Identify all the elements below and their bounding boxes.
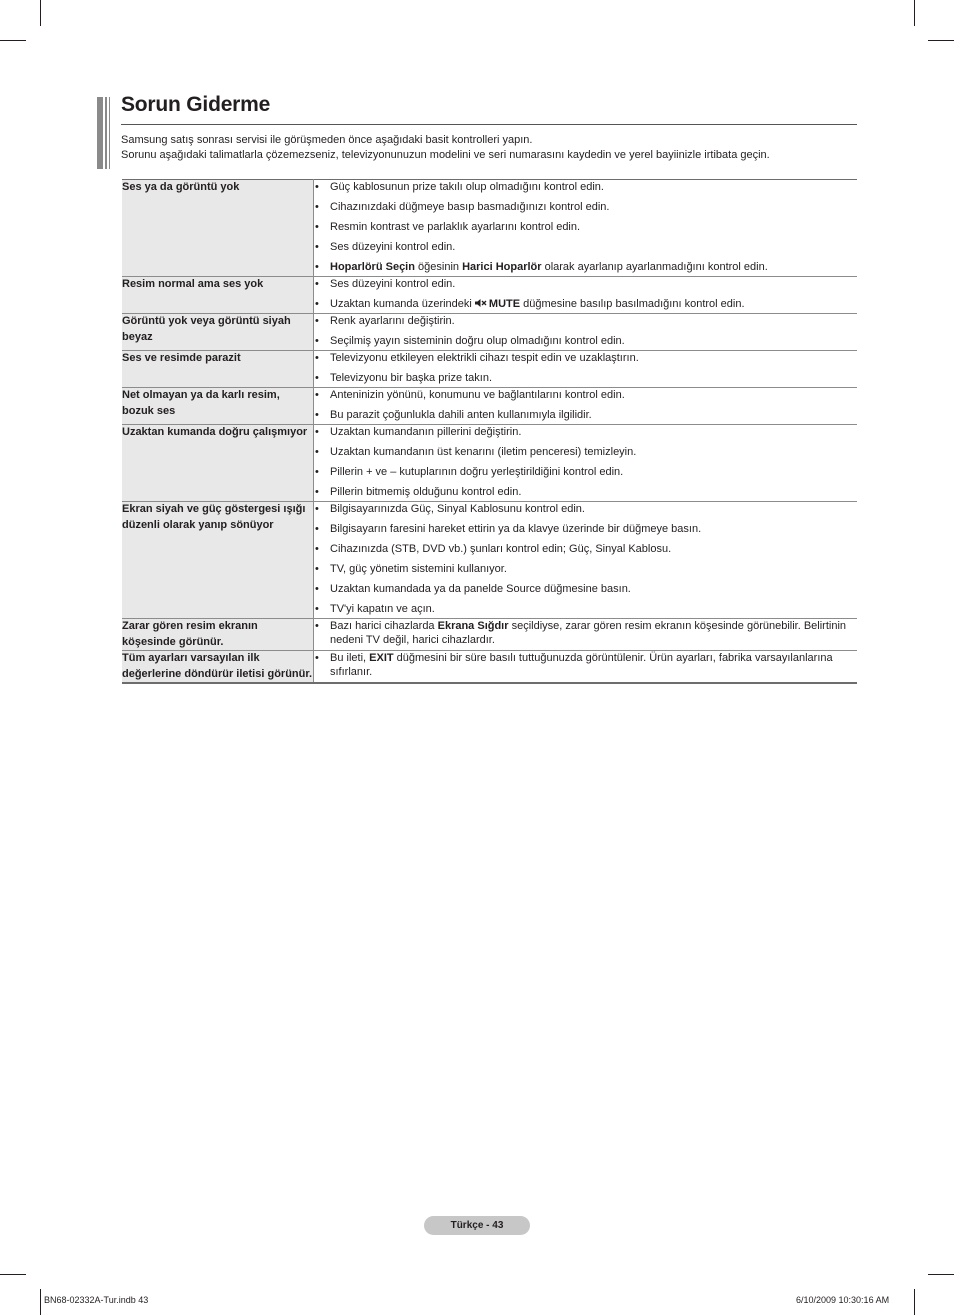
crop-mark [40, 1289, 41, 1315]
solution-text: Bu parazit çoğunlukla dahili anten kullanımıyla ilgilidir. [330, 409, 592, 421]
solution-cell [314, 314, 858, 351]
solution-item [314, 180, 857, 194]
problem-cell: Net olmayan ya da karlı resim, bozuk ses [122, 388, 314, 425]
solution-cell [314, 388, 858, 425]
title-decoration [97, 97, 111, 169]
solution-text: düğmesini bir süre basılı tuttuğunuzda görüntülenir. Ürün ayarları, fabrika varsayılanlarına sıfırlanır. [330, 652, 833, 678]
solution-item [314, 334, 857, 348]
solution-text: Uzaktan kumandanın pillerini değiştirin. [330, 426, 522, 438]
solution-list [314, 351, 857, 385]
solution-item [314, 408, 857, 422]
solution-text: seçildiyse, zarar gören resim ekranın köşesinde görünebilir. Belirtinin nedeni TV değil, harici cihazlardır. [330, 620, 847, 646]
solution-text: Bu ileti, [330, 652, 370, 664]
mute-icon [475, 298, 487, 308]
page-title: Sorun Giderme [121, 93, 271, 116]
table-row [122, 619, 857, 651]
solution-item [314, 542, 857, 556]
table-row [122, 180, 857, 277]
solution-text: Pillerin + ve – kutuplarının doğru yerleştirildiğini kontrol edin. [330, 466, 624, 478]
solution-text: Pillerin bitmemiş olduğunu kontrol edin. [330, 486, 522, 498]
solution-text: Ses düzeyini kontrol edin. [330, 278, 456, 290]
solution-item [314, 602, 857, 616]
solution-list [314, 314, 857, 348]
table-row [122, 425, 857, 502]
solution-text: Uzaktan kumanda üzerindeki [330, 298, 475, 310]
solution-item [314, 651, 857, 679]
solution-text: Bilgisayarınızda Güç, Sinyal Kablosunu kontrol edin. [330, 503, 585, 515]
problem-cell: Zarar gören resim ekranın köşesinde görünür. [122, 619, 314, 651]
solution-item [314, 485, 857, 499]
problem-cell: Resim normal ama ses yok [122, 277, 314, 314]
solution-cell [314, 425, 858, 502]
problem-cell: Uzaktan kumanda doğru çalışmıyor [122, 425, 314, 502]
solution-item [314, 277, 857, 291]
solution-text: TV, güç yönetim sistemini kullanıyor. [330, 563, 507, 575]
crop-mark [0, 40, 26, 41]
table-row [122, 314, 857, 351]
solution-list [314, 502, 857, 616]
solution-text: Televizyonu etkileyen elektrikli cihazı tespit edin ve uzaklaştırın. [330, 352, 639, 364]
crop-mark [914, 1289, 915, 1315]
problem-cell: Tüm ayarları varsayılan ilk değerlerine döndürür iletisi görünür. [122, 651, 314, 684]
problem-cell: Ses ve resimde parazit [122, 351, 314, 388]
solution-list [314, 425, 857, 499]
solution-text: Uzaktan kumandanın üst kenarını (iletim penceresi) temizleyin. [330, 446, 637, 458]
solution-text: Cihazınızda (STB, DVD vb.) şunları kontrol edin; Güç, Sinyal Kablosu. [330, 543, 672, 555]
solution-text: Seçilmiş yayın sisteminin doğru olup olmadığını kontrol edin. [330, 335, 625, 347]
emphasis-text: Harici Hoparlör [462, 261, 542, 273]
solution-cell [314, 351, 858, 388]
solution-list [314, 619, 857, 647]
solution-item [314, 388, 857, 402]
solution-cell [314, 277, 858, 314]
table-row [122, 502, 857, 619]
intro-line: Sorunu aşağıdaki talimatlarla çözemezseniz, televizyonunuzun modelini ve seri numarasını kaydedin ve yerel bayiinizle irtibata geçin. [121, 149, 770, 161]
solution-cell [314, 502, 858, 619]
solution-text: Bazı harici cihazlarda [330, 620, 438, 632]
solution-text: Ses düzeyini kontrol edin. [330, 241, 456, 253]
solution-list [314, 388, 857, 422]
solution-item [314, 314, 857, 328]
problem-cell: Görüntü yok veya görüntü siyah beyaz [122, 314, 314, 351]
solution-text: Güç kablosunun prize takılı olup olmadığını kontrol edin. [330, 181, 604, 193]
footer-timestamp: 6/10/2009 10:30:16 AM [796, 1295, 890, 1305]
emphasis-text: Ekrana Sığdır [437, 620, 509, 632]
crop-mark [914, 0, 915, 26]
solution-item [314, 220, 857, 234]
solution-item [314, 502, 857, 516]
solution-text: öğesinin [414, 261, 463, 273]
footer-file-name: BN68-02332A-Tur.indb 43 [44, 1295, 149, 1305]
solution-text: düğmesine basılıp basılmadığını kontrol edin. [520, 298, 745, 310]
solution-item [314, 445, 857, 459]
solution-item [314, 260, 857, 274]
solution-item [314, 200, 857, 214]
solution-cell [314, 651, 858, 684]
solution-item [314, 582, 857, 596]
table-row [122, 651, 857, 684]
intro-text [121, 133, 861, 163]
intro-line: Samsung satış sonrası servisi ile görüşmeden önce aşağıdaki basit kontrolleri yapın. [121, 134, 533, 146]
solution-item [314, 425, 857, 439]
solution-item [314, 240, 857, 254]
problem-cell: Ekran siyah ve güç göstergesi ışığı düzenli olarak yanıp sönüyor [122, 502, 314, 619]
solution-cell [314, 619, 858, 651]
title-divider [121, 124, 857, 125]
troubleshooting-table [122, 179, 857, 684]
crop-mark [40, 0, 41, 26]
solution-item [314, 297, 857, 311]
solution-text: TV'yi kapatın ve açın. [330, 603, 435, 615]
solution-list [314, 651, 857, 679]
solution-item [314, 522, 857, 536]
solution-cell [314, 180, 858, 277]
solution-item [314, 619, 857, 647]
solution-list [314, 277, 857, 311]
solution-item [314, 371, 857, 385]
solution-text: Anteninizin yönünü, konumunu ve bağlantılarını kontrol edin. [330, 389, 625, 401]
problem-cell: Ses ya da görüntü yok [122, 180, 314, 277]
table-body [122, 180, 857, 684]
page-number-badge: Türkçe - 43 [424, 1216, 530, 1235]
solution-item [314, 351, 857, 365]
solution-item [314, 562, 857, 576]
table-row [122, 351, 857, 388]
solution-text: Bilgisayarın faresini hareket ettirin ya da klavye üzerinde bir düğmeye basın. [330, 523, 702, 535]
crop-mark [928, 1274, 954, 1275]
crop-mark [928, 40, 954, 41]
solution-text: Uzaktan kumandada ya da panelde Source düğmesine basın. [330, 583, 631, 595]
emphasis-text: MUTE [488, 298, 521, 310]
emphasis-text: EXIT [369, 652, 394, 664]
solution-text: Renk ayarlarını değiştirin. [330, 315, 455, 327]
solution-item [314, 465, 857, 479]
solution-text: olarak ayarlanıp ayarlanmadığını kontrol edin. [541, 261, 768, 273]
solution-text: Televizyonu bir başka prize takın. [330, 372, 493, 384]
solution-text: Cihazınızdaki düğmeye basıp basmadığınızı kontrol edin. [330, 201, 610, 213]
table-row [122, 277, 857, 314]
crop-mark [0, 1274, 26, 1275]
emphasis-text: Hoparlörü Seçin [330, 261, 415, 273]
solution-list [314, 180, 857, 274]
table-row [122, 388, 857, 425]
solution-text: Resmin kontrast ve parlaklık ayarlarını kontrol edin. [330, 221, 581, 233]
